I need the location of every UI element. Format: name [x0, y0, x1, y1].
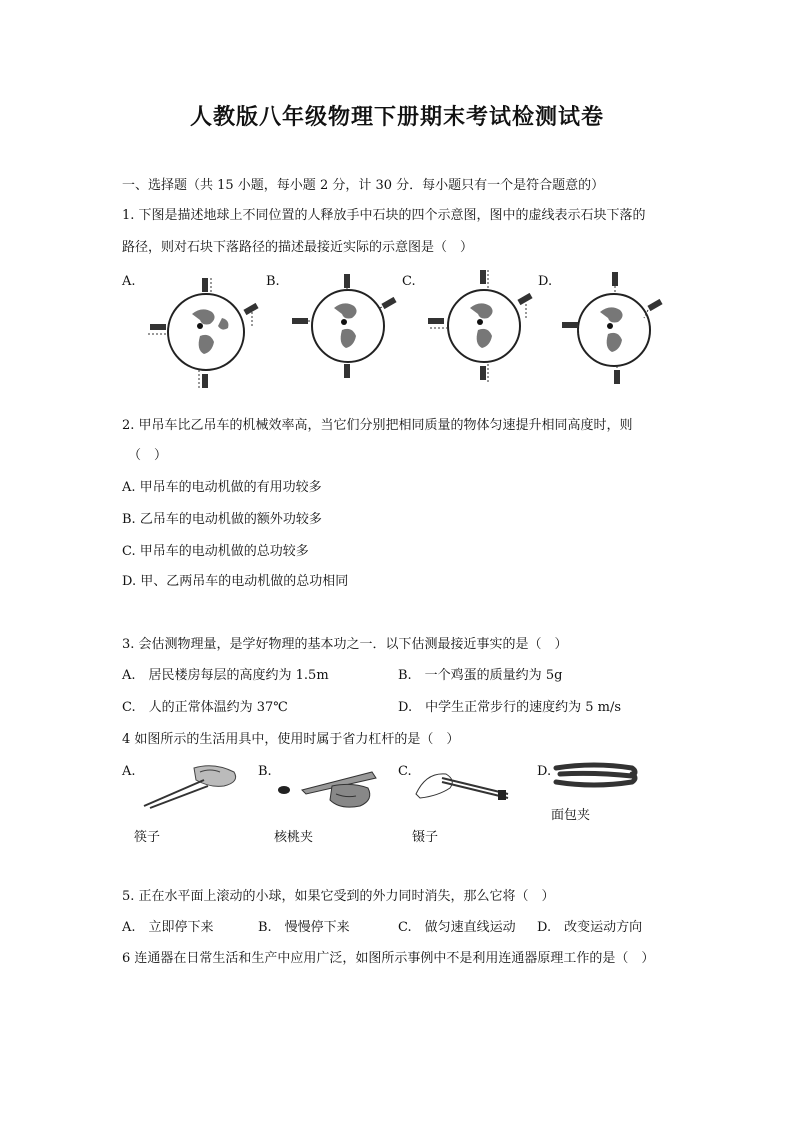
q5-stem: 5. 正在水平面上滚动的小球，如果它受到的外力同时消失，那么它将（ ） [122, 889, 555, 904]
q1-option-b-label: B. [266, 274, 280, 289]
q4-caption-d: 面包夹 [551, 808, 591, 823]
q4-option-c-label: C. [398, 764, 412, 779]
q2-stem-line1: 2. 甲吊车比乙吊车的机械效率高，当它们分别把相同质量的物体匀速提升相同高度时，则 [122, 418, 633, 433]
q2-option-c: C. 甲吊车的电动机做的总功较多 [122, 544, 309, 559]
q4-caption-c: 镊子 [412, 830, 439, 845]
globe-figure-a [140, 266, 270, 402]
q6-stem: 6 连通器在日常生活和生产中应用广泛，如图所示事例中不是利用连通器原理工作的是（ ） [122, 951, 655, 966]
q4-caption-a: 筷子 [134, 830, 161, 845]
q2-option-b: B. 乙吊车的电动机做的额外功较多 [122, 512, 322, 527]
q4-option-a-label: A. [122, 764, 136, 779]
q2-option-a: A. 甲吊车的电动机做的有用功较多 [122, 480, 322, 495]
q4-option-b-label: B. [258, 764, 272, 779]
q1-option-a-label: A. [122, 274, 136, 289]
q4-option-d-label: D. [537, 764, 552, 779]
q3-option-a: A. 居民楼房每层的高度约为 1.5m [122, 668, 329, 683]
section-header: 一、选择题（共 15 小题，每小题 2 分，计 30 分．每小题只有一个是符合题意的） [122, 178, 605, 193]
chopsticks-image [134, 762, 244, 812]
q1-stem-line2: 路径，则对石块下落路径的描述最接近实际的示意图是（ ） [122, 240, 474, 255]
q2-option-d: D. 甲、乙两吊车的电动机做的总功相同 [122, 574, 349, 589]
q1-option-d-label: D. [538, 274, 553, 289]
q2-stem-line2: （ ） [128, 448, 168, 463]
q3-stem: 3. 会估测物理量，是学好物理的基本功之一．以下估测最接近事实的是（ ） [122, 637, 568, 652]
globe-figure-c [426, 266, 536, 390]
q5-option-b: B. 慢慢停下来 [258, 920, 350, 935]
q3-option-c: C. 人的正常体温约为 37℃ [122, 700, 288, 715]
q3-option-b: B. 一个鸡蛋的质量约为 5g [398, 668, 563, 683]
q1-option-c-label: C. [402, 274, 416, 289]
q4-stem: 4 如图所示的生活用具中，使用时属于省力杠杆的是（ ） [122, 732, 460, 747]
page-title: 人教版八年级物理下册期末考试检测试卷 [189, 104, 604, 130]
q5-option-d: D. 改变运动方向 [537, 920, 643, 935]
tweezers-image [412, 764, 522, 812]
q3-option-d: D. 中学生正常步行的速度约为 5 m/s [398, 700, 622, 715]
q4-caption-b: 核桃夹 [274, 830, 314, 845]
q1-stem-line1: 1. 下图是描述地球上不同位置的人释放手中石块的四个示意图，图中的虚线表示石块下落的 [122, 208, 646, 223]
bread-tongs-image [550, 760, 640, 794]
q5-option-a: A. 立即停下来 [122, 920, 214, 935]
nutcracker-image [272, 762, 382, 812]
q5-option-c: C. 做匀速直线运动 [398, 920, 516, 935]
globe-figure-b [290, 266, 400, 390]
globe-figure-d [560, 266, 670, 398]
